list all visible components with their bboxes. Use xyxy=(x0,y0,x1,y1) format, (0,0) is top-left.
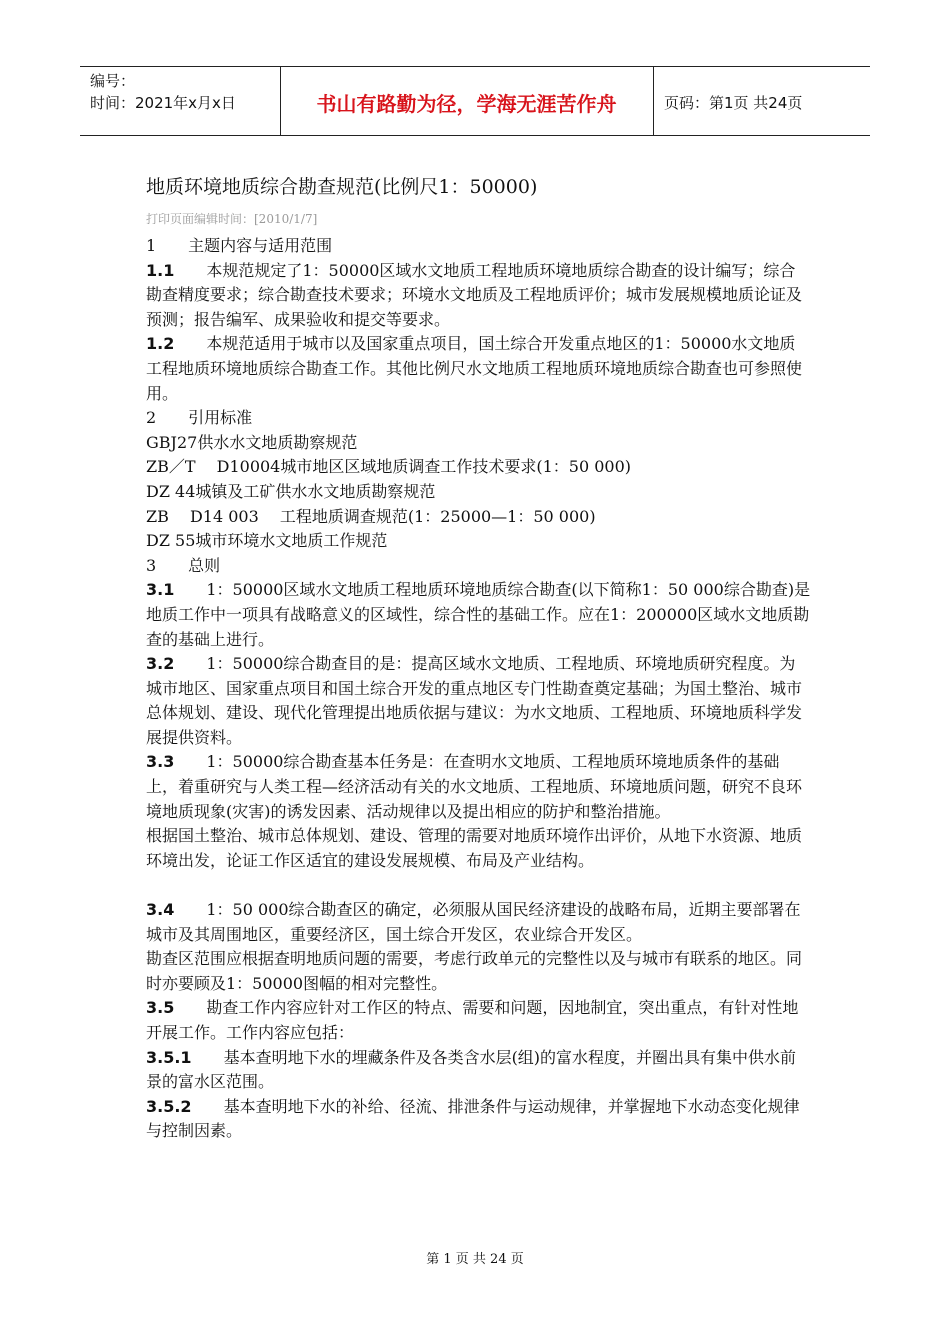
paragraph xyxy=(146,480,811,505)
paragraph xyxy=(146,431,811,456)
paragraph-text: DZ 55城市环境水文地质工作规范 xyxy=(146,531,388,551)
paragraph xyxy=(146,234,811,259)
clause-number: 1.1 xyxy=(146,260,175,280)
paragraph-text: 基本查明地下水的补给、径流、排泄条件与运动规律，并掌握地下水动态变化规律与控制因素。 xyxy=(146,1096,800,1141)
paragraph-text: GBJ27供水水文地质勘察规范 xyxy=(146,432,358,452)
paragraph xyxy=(146,898,811,947)
code-label: 编号： xyxy=(90,72,136,90)
paragraph-text: 本规范规定了1：50000区域水文地质工程地质环境地质综合勘查的设计编写；综合勘查精度要求；综合勘查技术要求；环境水文地质及工程地质评价；城市发展规模地质论证及预测；报告编军、成果验收和提交等要求。 xyxy=(146,260,803,329)
header-left-cell xyxy=(90,70,236,114)
paragraph xyxy=(146,947,811,996)
paragraph-text: 1：50000综合勘查基本任务是：在查明水文地质、工程地质环境地质条件的基础上，着重研究与人类工程—经济活动有关的水文地质、工程地质、环境地质问题，研究不良环境地质现象(灾害)的诱发因素、活动规律以及提出相应的防护和整治措施。 xyxy=(146,752,803,821)
document-title: 地质环境地质综合勘查规范(比例尺1：50000) xyxy=(146,176,538,198)
header-motto: 书山有路勤为径，学海无涯苦作舟 xyxy=(316,92,617,116)
clause-number: 3.5 xyxy=(146,998,175,1018)
paragraph-text: 勘查工作内容应针对工作区的特点、需要和问题，因地制宜，突出重点，有针对性地开展工作。工作内容应包括： xyxy=(146,998,799,1042)
paragraph xyxy=(146,1046,811,1095)
paragraph-text: 基本查明地下水的埋藏条件及各类含水层(组)的富水程度，并圈出具有集中供水前景的富水区范围。 xyxy=(146,1047,797,1092)
paragraph xyxy=(146,1095,811,1144)
paragraph-text: ZB／T D10004城市地区区域地质调查工作技术要求(1：50 000) xyxy=(146,457,632,477)
paragraph-text: DZ 44城镇及工矿供水水文地质勘察规范 xyxy=(146,481,436,501)
header-bottom-rule xyxy=(80,135,870,136)
page-footer: 第 1 页 共 24 页 xyxy=(426,1252,524,1267)
paragraph-text: 1 主题内容与适用范围 xyxy=(146,236,333,255)
paragraph-text: 1：50000综合勘查目的是：提高区域水文地质、工程地质、环境地质研究程度。为城市地区、国家重点项目和国土综合开发的重点地区专门性勘查奠定基础；为国土整治、城市总体规划、建设、现代化管理提出地质依据与建议：为水文地质、工程地质、环境地质科学发展提供资料。 xyxy=(146,654,803,747)
paragraph xyxy=(146,554,811,579)
paragraph-text: 1：50 000综合勘查区的确定，必须服从国民经济建设的战略布局，近期主要部署在城市及其周围地区，重要经济区，国土综合开发区，农业综合开发区。 xyxy=(146,900,801,944)
header-page-info: 页码：第1页 共24页 xyxy=(664,94,803,112)
paragraph xyxy=(146,652,811,750)
clause-number: 3.2 xyxy=(146,654,175,674)
paragraph-text: 1：50000区域水文地质工程地质环境地质综合勘查(以下简称1：50 000综合勘查)是地质工作中一项具有战略意义的区域性，综合性的基础工作。应在1：200000区域水文地质勘查的基础上进行。 xyxy=(146,580,811,649)
paragraph-text: 根据国土整治、城市总体规划、建设、管理的需要对地质环境作出评价，从地下水资源、地质环境出发，论证工作区适宜的建设发展规模、布局及产业结构。 xyxy=(146,826,803,870)
paragraph-gap xyxy=(146,873,811,898)
paragraph xyxy=(146,750,811,824)
clause-number: 3.5.1 xyxy=(146,1047,192,1067)
paragraph-text: 2 引用标准 xyxy=(146,408,253,428)
paragraph-text: 3 总则 xyxy=(146,555,221,575)
clause-number: 3.1 xyxy=(146,580,175,600)
clause-number: 3.5.2 xyxy=(146,1096,192,1116)
paragraph xyxy=(146,455,811,480)
paragraph xyxy=(146,259,811,333)
paragraph xyxy=(146,824,811,873)
paragraph-text: 本规范适用于城市以及国家重点项目，国土综合开发重点地区的1：50000水文地质工程地质环境地质综合勘查工作。其他比例尺水文地质工程地质环境地质综合勘查也可参照使用。 xyxy=(146,334,803,403)
paragraph xyxy=(146,578,811,652)
paragraph xyxy=(146,406,811,431)
clause-number: 3.4 xyxy=(146,900,175,920)
clause-number: 1.2 xyxy=(146,334,175,354)
paragraph xyxy=(146,529,811,554)
document-body xyxy=(146,234,811,1144)
paragraph-text: 勘查区范围应根据查明地质问题的需要，考虑行政单元的完整性以及与城市有联系的地区。同时亦要顾及1：50000图幅的相对完整性。 xyxy=(146,949,803,993)
header-divider xyxy=(653,66,654,136)
time-label: 时间：2021年x月x日 xyxy=(90,94,236,112)
paragraph xyxy=(146,332,811,406)
paragraph-text: ZB D14 003 工程地质调查规范(1：25000—1：50 000) xyxy=(146,506,596,526)
clause-number: 3.3 xyxy=(146,752,175,772)
edit-time-meta: 打印页面编辑时间：[2010/1/7] xyxy=(146,212,318,226)
paragraph xyxy=(146,996,811,1045)
paragraph xyxy=(146,505,811,530)
header-top-rule xyxy=(80,66,870,67)
